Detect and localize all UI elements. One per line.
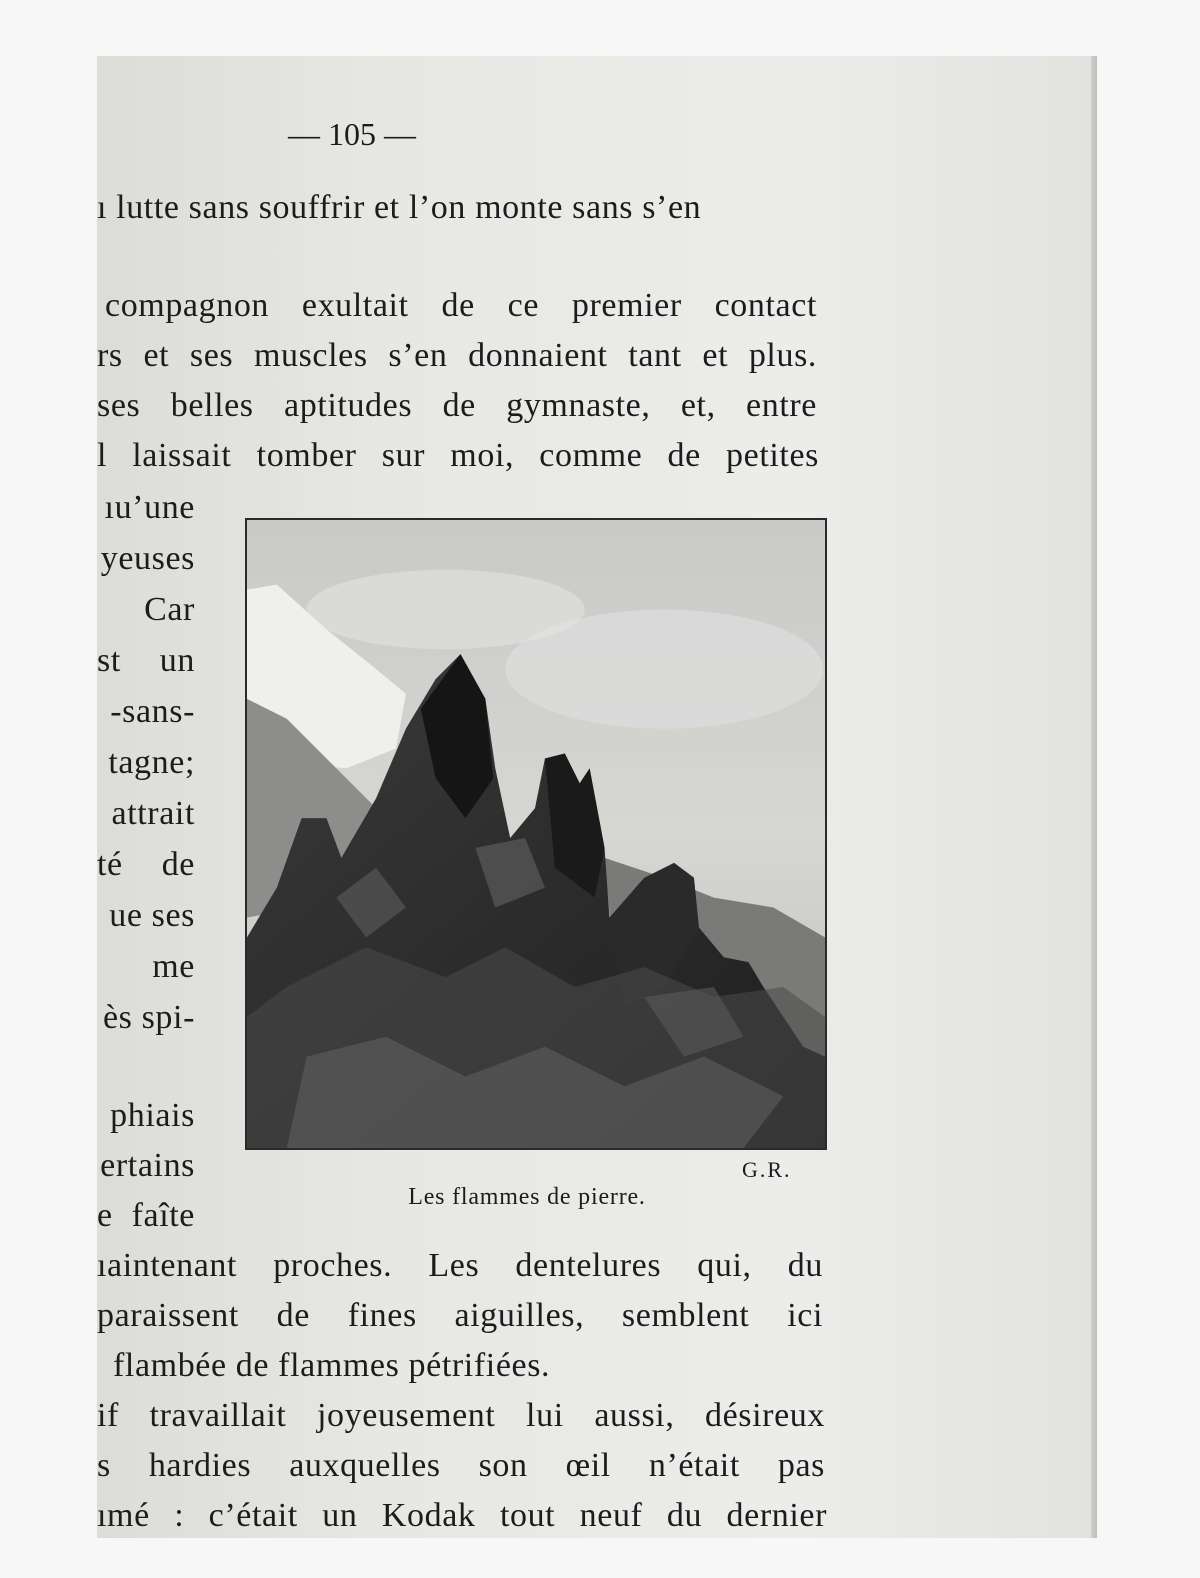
text-line: compagnon exultait de ce premier contact: [105, 287, 817, 324]
text-line: rs et ses muscles s’en donnaient tant et plus.: [97, 337, 817, 374]
text-line: paraissent de fines aiguilles, semblent ici: [97, 1297, 823, 1334]
text-line: ı lutte sans souffrir et l’on monte sans s’en: [97, 189, 702, 226]
text-line: attrait: [111, 795, 195, 832]
page-number: — 105 —: [288, 116, 416, 152]
book-page: [97, 56, 1097, 1538]
text-line: e faîte: [97, 1197, 195, 1234]
text-line: ertains: [100, 1147, 195, 1184]
photo-credit: G.R.: [742, 1157, 792, 1182]
text-line: Car: [144, 591, 195, 628]
text-line: st un: [97, 642, 195, 679]
text-line: tagne;: [108, 744, 195, 781]
text-line: phiais: [110, 1097, 195, 1134]
text-line: l laissait tomber sur moi, comme de petites: [97, 437, 819, 474]
page-edge: [1091, 56, 1097, 1538]
text-line: ès spi-: [102, 999, 195, 1036]
text-line: if travaillait joyeusement lui aussi, désireux: [97, 1397, 825, 1434]
text-line: té de: [97, 846, 195, 883]
text-line: ses belles aptitudes de gymnaste, et, entre: [97, 387, 817, 424]
photo-rock-spires: [245, 518, 827, 1150]
text-line: ımé : c’était un Kodak tout neuf du dernier: [97, 1497, 827, 1534]
text-line: ıaintenant proches. Les dentelures qui, du: [97, 1247, 823, 1284]
text-line: -sans-: [110, 693, 195, 730]
figure-caption: Les flammes de pierre.: [408, 1184, 646, 1210]
text-line: s hardies auxquelles son œil n’était pas: [97, 1447, 825, 1484]
text-line: ue ses: [109, 897, 195, 934]
text-line: yeuses: [100, 540, 195, 577]
text-line: ıu’une: [104, 489, 195, 526]
text-line: me: [152, 948, 195, 985]
text-line: flambée de flammes pétrifiées.: [113, 1347, 551, 1384]
